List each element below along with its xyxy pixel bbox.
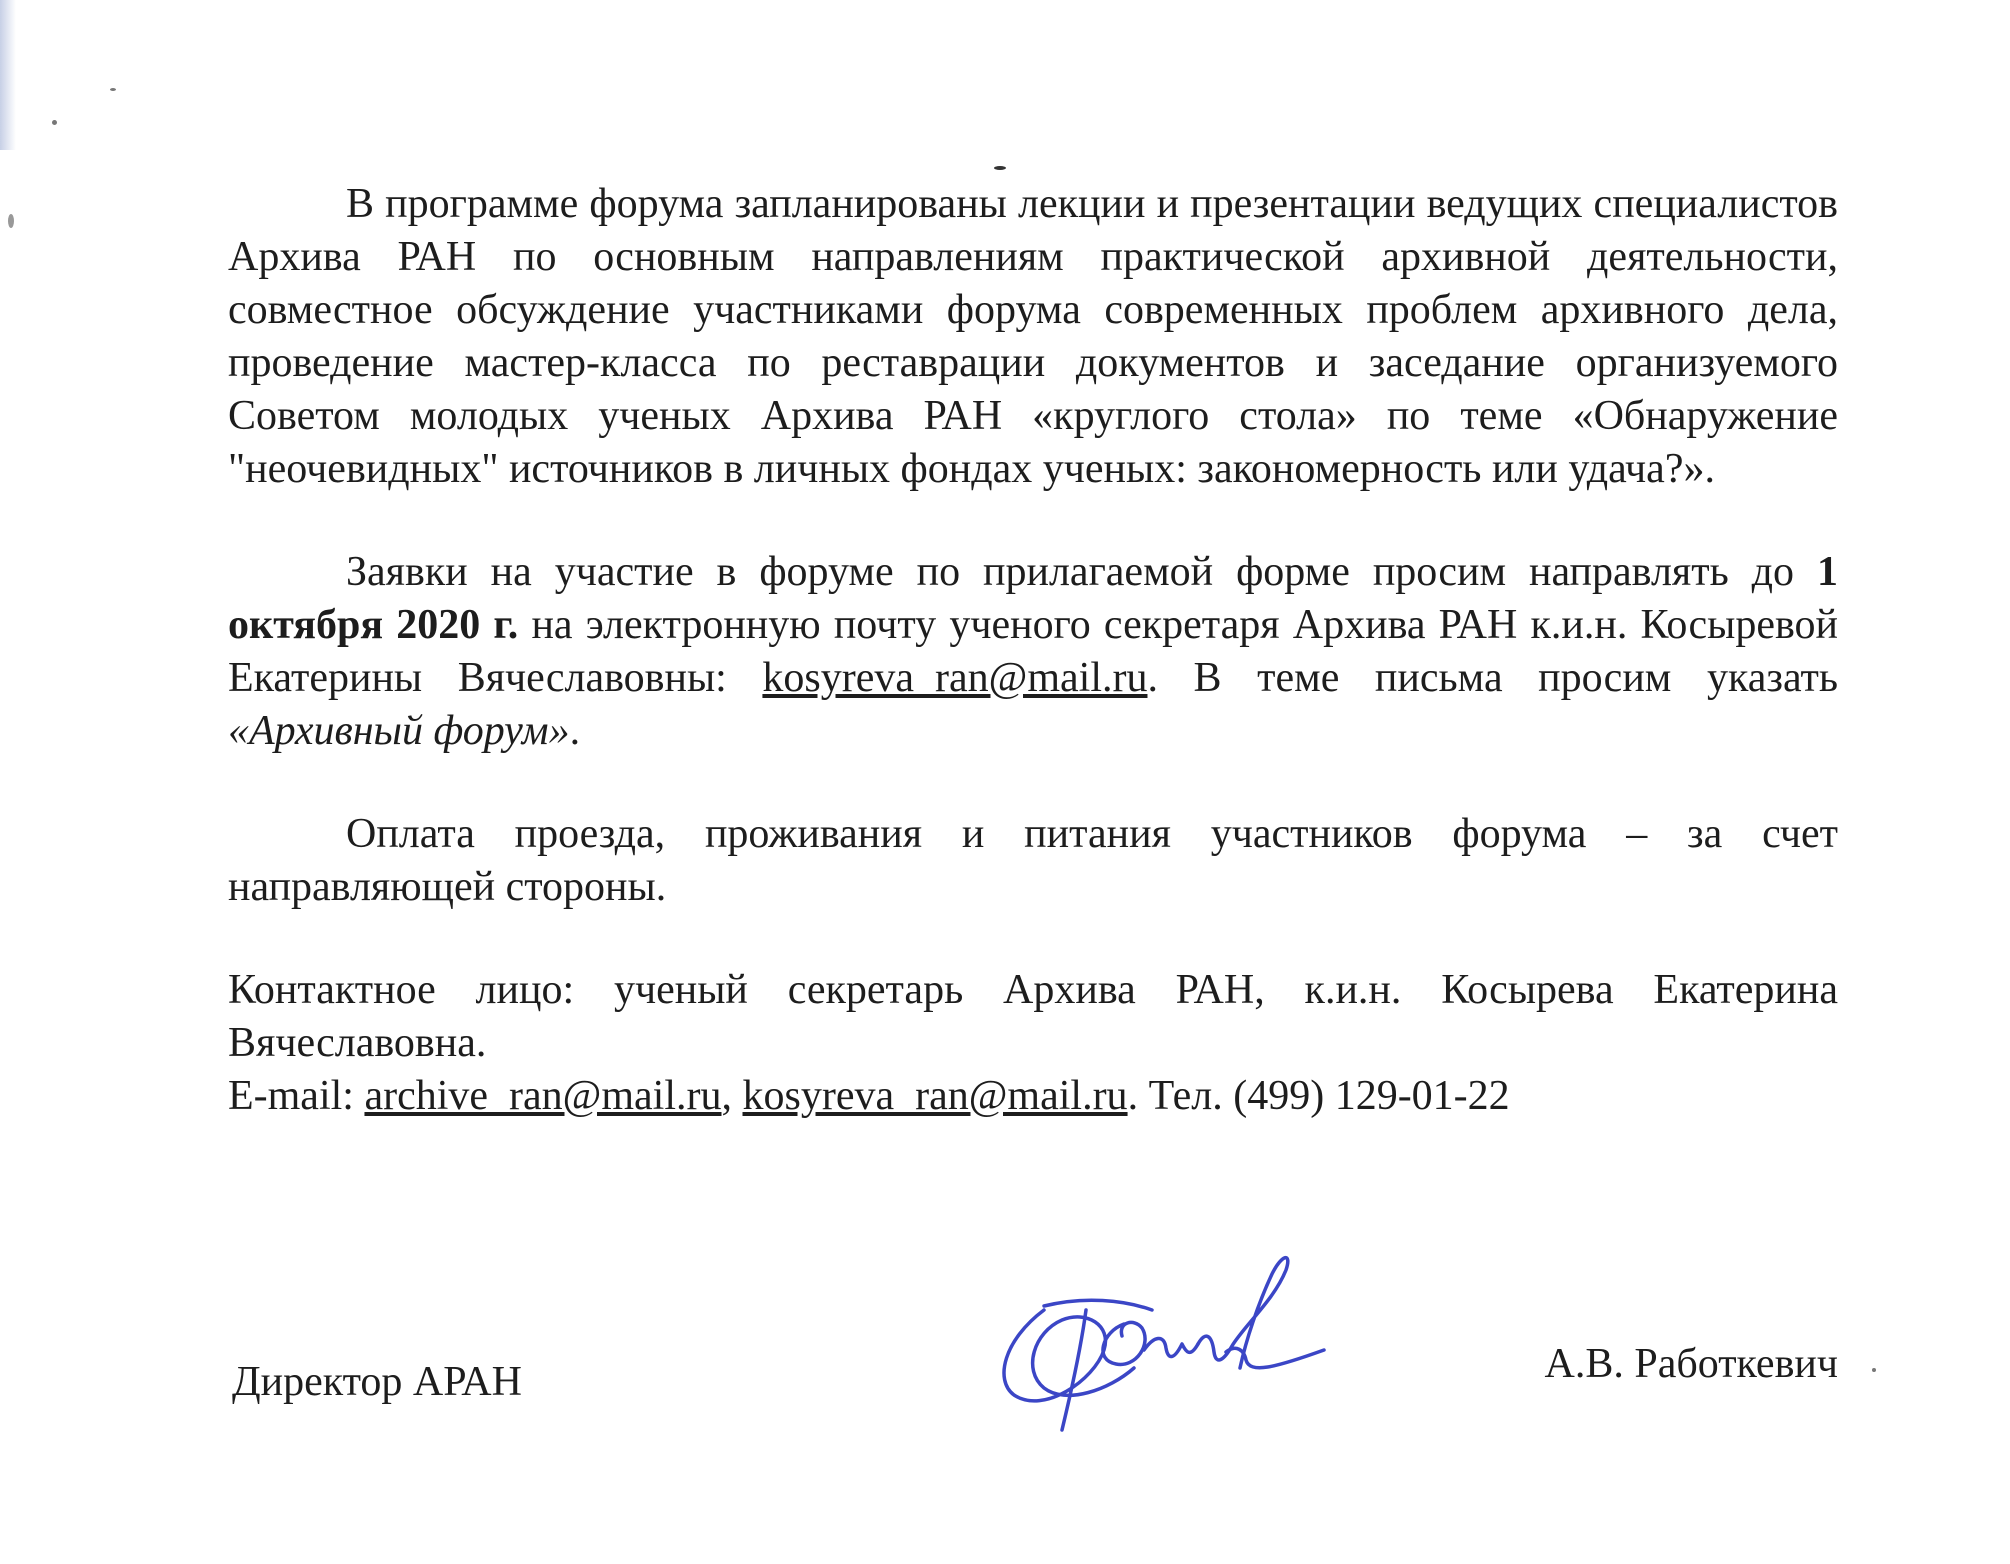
scan-speck [110, 88, 116, 91]
paragraph-expenses: Оплата проезда, проживания и питания участников форума – за счет направляющей стороны. [228, 811, 1838, 910]
email-separator: , [721, 1073, 732, 1119]
email-label: E-mail: [228, 1073, 354, 1119]
email-subject: «Архивный форум» [228, 708, 570, 754]
applications-end: . [569, 708, 581, 754]
applications-text-after: . В теме письма просим указать [1147, 655, 1839, 701]
scan-speck [1872, 1368, 1876, 1372]
director-title: Директор АРАН [232, 1359, 522, 1405]
scan-edge-shadow [0, 0, 16, 150]
secretary-email-link-contact[interactable]: kosyreva_ran@mail.ru [742, 1073, 1128, 1119]
paragraph-applications [228, 546, 1838, 758]
scan-speck [52, 120, 57, 125]
applications-text: Заявки на участие в форуме по прилагаемой форме просим направлять до [346, 549, 1795, 595]
archive-email-link[interactable]: archive_ran@mail.ru [364, 1073, 722, 1119]
letter-body [228, 178, 1838, 1123]
paragraph-program: В программе форума запланированы лекции и презентации ведущих специалистов Архива РАН по основным направлениям практической архивной деятельности, совместное обсуждение участниками форума современных проблем архивного дела, проведение мастер-класса по реставрации документов и заседание организуемого Советом молодых ученых Архива РАН «круглого стола» по теме «Обнаружение "неочевидных" источников в личных фондах ученых: закономерность или удача?». [228, 181, 1838, 492]
scan-speck [8, 214, 14, 228]
secretary-email-link[interactable]: kosyreva_ran@mail.ru [762, 655, 1148, 701]
handwritten-signature [974, 1240, 1334, 1450]
signatory-name: А.В. Работкевич [1544, 1341, 1838, 1387]
applications-text-middle: на электронную почту ученого секретаря Архива РАН к.и.н. Косыревой Екатерины Вячеславовны: [228, 602, 1839, 701]
contact-block [228, 964, 1838, 1123]
signature-row [232, 1240, 1838, 1460]
deadline-date: 1 октября 2020 г. [228, 549, 1838, 648]
contact-details [228, 1070, 1838, 1123]
scan-speck [994, 166, 1006, 170]
contact-person: Контактное лицо: ученый секретарь Архива РАН, к.и.н. Косырева Екатерина Вячеславовна. [228, 967, 1838, 1066]
phone-number: . Тел. (499) 129-01-22 [1127, 1073, 1510, 1119]
